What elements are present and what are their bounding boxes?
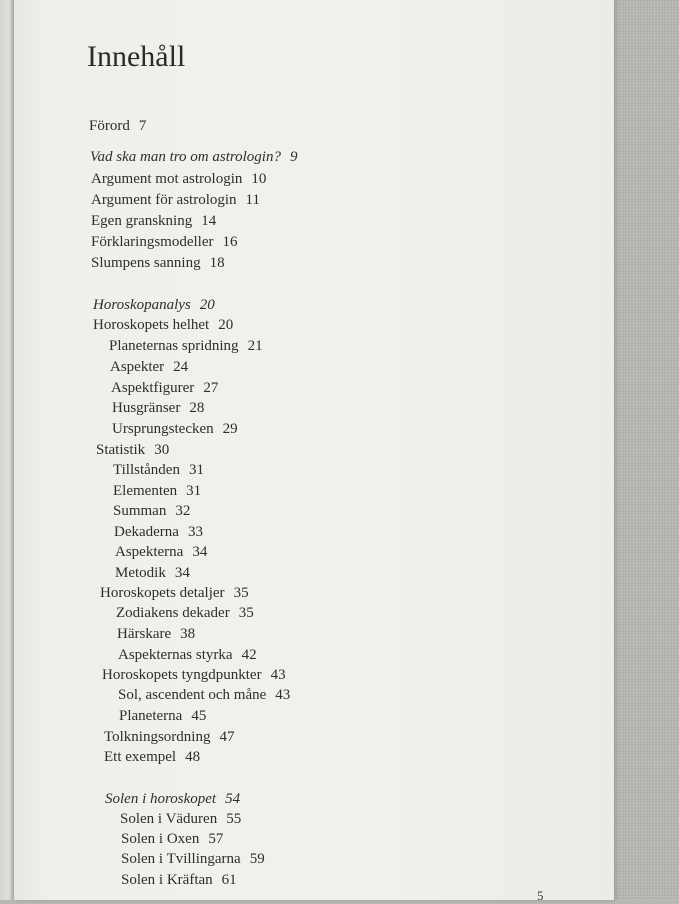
toc-entry-page: 28 [189,400,205,416]
toc-entry-label: Tillstånden [113,462,180,478]
toc-entry [110,360,188,375]
toc-entry [105,792,240,807]
toc-entry [90,150,297,165]
toc-entry [120,812,241,827]
toc-entry-label: Ursprungstecken [112,421,214,437]
toc-entry [111,381,218,396]
toc-entry [116,606,254,621]
toc-entry-label: Aspektfigurer [111,380,195,396]
toc-entry-label: Zodiakens dekader [116,605,230,621]
toc-entry [113,463,204,478]
toc-entry-label: Husgränser [112,400,181,416]
toc-entry-page: 42 [241,647,257,663]
toc-entry-label: Elementen [113,483,178,499]
toc-entry-label: Statistik [96,442,146,458]
toc-entry [121,873,237,888]
toc-entry [121,852,265,867]
toc-entry [93,298,215,313]
toc-entry-page: 57 [208,831,224,847]
toc-entry-label: Solen i Kräftan [121,872,213,888]
toc-entry-page: 30 [154,442,170,458]
toc-entry-label: Metodik [115,565,166,581]
toc-entry [91,214,216,229]
toc-entry-label: Solen i horoskopet [105,791,217,807]
toc-entry-page: 47 [219,729,235,745]
table-of-contents [14,0,614,900]
book-page [14,0,614,903]
toc-entry-label: Solen i Tvillingarna [121,851,241,867]
toc-entry-label: Horoskopanalys [93,297,191,313]
toc-entry [96,443,169,458]
toc-entry-page: 55 [226,811,242,827]
toc-entry [117,627,195,642]
toc-entry-label: Förklaringsmodeller [91,234,214,250]
toc-entry-page: 54 [225,791,241,807]
toc-entry [112,422,238,437]
toc-entry-label: Horoskopets detaljer [100,585,225,601]
toc-entry-label: Vad ska man tro om astrologin? [90,149,281,165]
toc-entry-label: Horoskopets helhet [93,317,210,333]
toc-entry-label: Sol, ascendent och måne [118,687,267,703]
toc-entry [113,504,190,519]
toc-entry-label: Dekaderna [114,524,179,540]
toc-entry-label: Solen i Väduren [120,811,218,827]
toc-entry-label: Egen granskning [91,213,193,229]
toc-entry-page: 20 [199,297,215,313]
toc-entry [115,566,190,581]
toc-entry-page: 24 [173,359,189,375]
toc-entry [91,193,260,208]
toc-entry-page: 38 [180,626,196,642]
toc-entry-page: 61 [221,872,237,888]
toc-entry [115,545,207,560]
toc-entry-page: 10 [251,171,267,187]
toc-entry-page: 32 [175,503,191,519]
toc-entry [119,709,206,724]
toc-entry-label: Aspekternas styrka [118,647,233,663]
toc-entry-page: 27 [203,380,219,396]
toc-entry-page: 34 [174,565,190,581]
toc-entry [91,235,237,250]
toc-entry-page: 7 [138,118,147,134]
toc-entry-label: Härskare [117,626,172,642]
toc-entry-page: 14 [201,213,217,229]
toc-entry-label: Planeternas spridning [109,338,239,354]
toc-entry-page: 21 [247,338,263,354]
toc-entry [104,750,200,765]
toc-entry [112,401,204,416]
toc-entry-label: Planeterna [119,708,183,724]
toc-entry-label: Argument för astrologin [91,192,237,208]
toc-entry [93,318,233,333]
toc-entry [109,339,263,354]
toc-entry-label: Aspekter [110,359,165,375]
toc-entry-page: 43 [275,687,291,703]
toc-entry-label: Argument mot astrologin [91,171,243,187]
toc-entry-page: 59 [249,851,265,867]
toc-entry-label: Solen i Oxen [121,831,200,847]
toc-entry [91,172,266,187]
toc-entry-label: Aspekterna [115,544,184,560]
toc-entry-page: 43 [270,667,286,683]
toc-entry-page: 18 [209,255,225,271]
toc-entry-page: 11 [245,192,260,208]
toc-entry-page: 34 [192,544,208,560]
toc-entry-page: 31 [186,483,202,499]
toc-entry-page: 16 [222,234,238,250]
toc-entry-label: Förord [89,118,130,134]
toc-entry-page: 20 [218,317,234,333]
toc-entry-page: 35 [233,585,249,601]
toc-entry-page: 29 [222,421,238,437]
toc-entry-page: 33 [187,524,203,540]
toc-entry-page: 35 [238,605,254,621]
page-title: Innehåll [87,40,186,73]
toc-entry [100,586,249,601]
toc-entry-page: 45 [191,708,207,724]
toc-entry-label: Summan [113,503,167,519]
toc-entry [121,832,223,847]
toc-entry [102,668,286,683]
toc-entry [113,484,201,499]
toc-entry-page: 31 [188,462,204,478]
toc-entry [114,525,203,540]
toc-entry-page: 48 [185,749,201,765]
page-number: 5 [537,888,544,903]
facing-page-edge [0,0,14,900]
toc-entry-label: Ett exempel [104,749,177,765]
toc-entry-label: Tolkningsordning [104,729,211,745]
toc-entry [104,730,234,745]
toc-entry-page: 9 [289,149,298,165]
toc-entry [118,648,257,663]
toc-entry [118,688,290,703]
toc-entry [91,256,225,271]
toc-entry [89,119,146,134]
toc-entry-label: Slumpens sanning [91,255,201,271]
toc-entry-label: Horoskopets tyngdpunkter [102,667,262,683]
